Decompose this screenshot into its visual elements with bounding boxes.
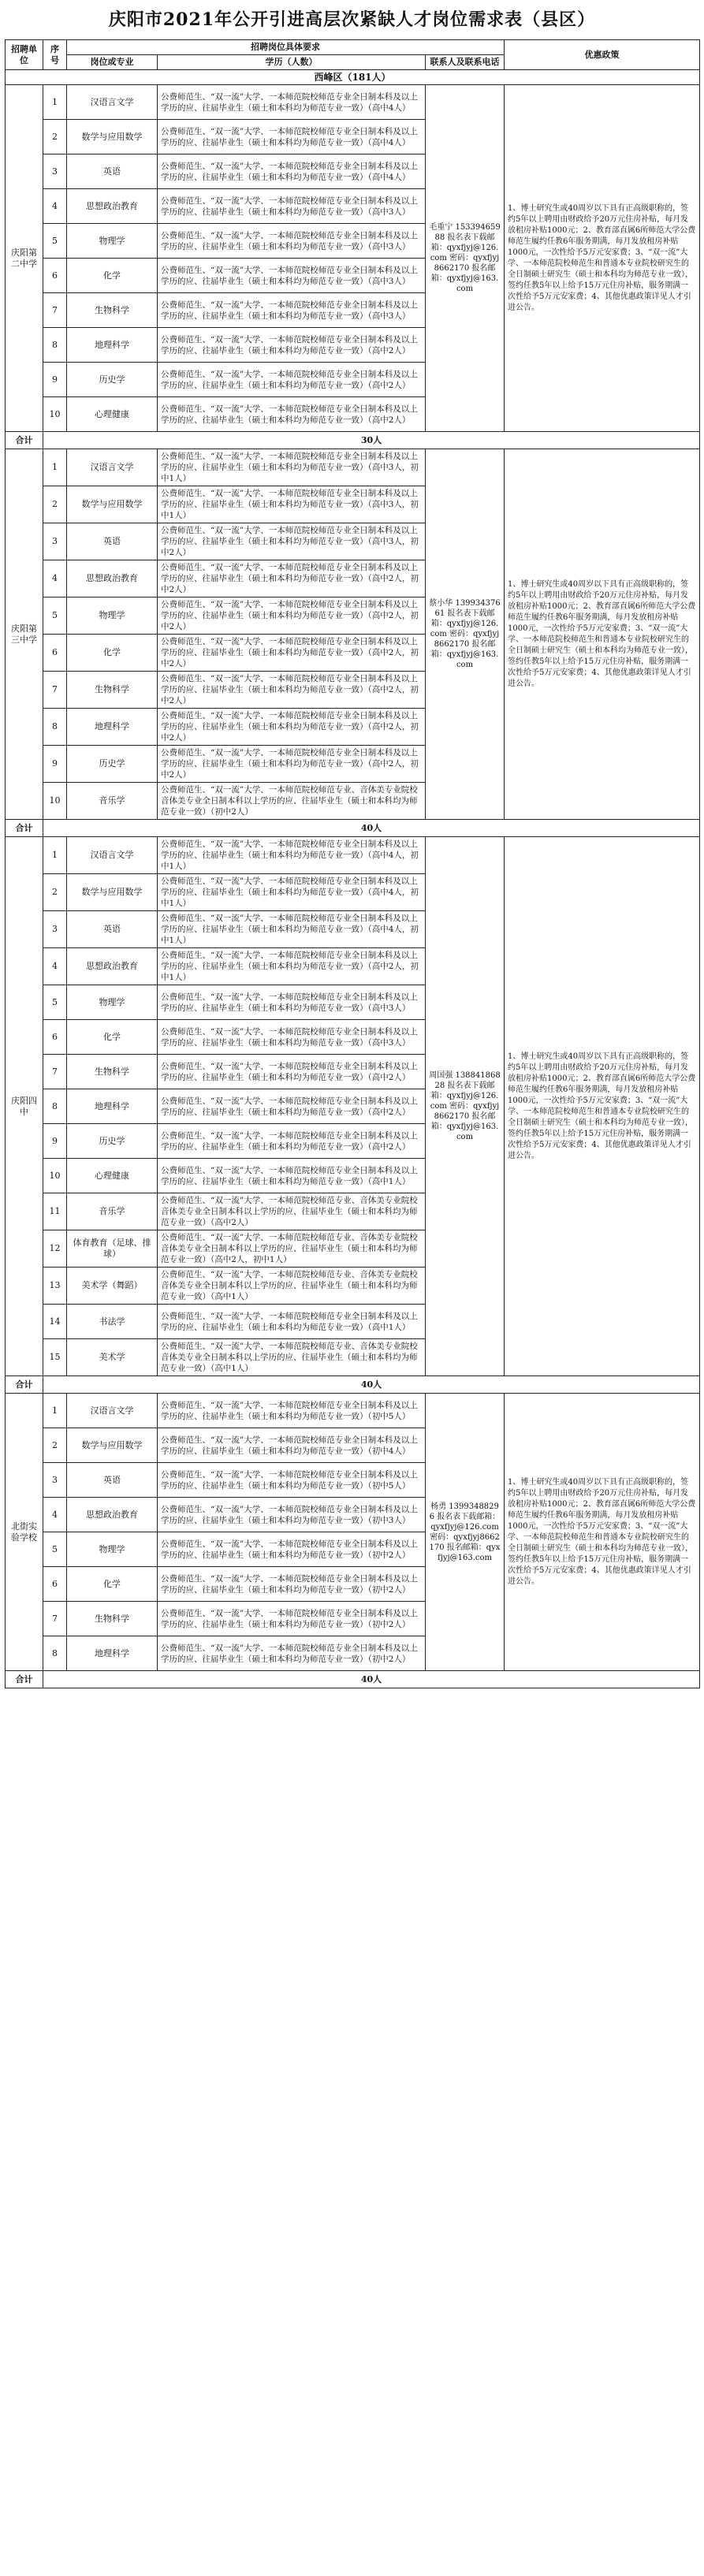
- row-requirement: 公费师范生、“双一流”大学、一本师范院校师范专业全日制本科及以上学历的应、往届毕业生（硕士和本科均为师范专业一致）（高中4人）: [158, 154, 426, 189]
- row-position: 历史学: [67, 363, 158, 397]
- row-position: 体育教育（足球、排球）: [67, 1230, 158, 1268]
- row-seq: 4: [43, 189, 67, 224]
- row-position: 音乐学: [67, 1193, 158, 1230]
- row-position: 思想政治教育: [67, 948, 158, 985]
- row-position: 英语: [67, 911, 158, 948]
- row-requirement: 公费师范生、“双一流”大学、一本师范院校师范专业全日制本科及以上学历的应、往届毕业生（硕士和本科均为师范专业一致）（高中1人）: [158, 1305, 426, 1339]
- row-position: 地理科学: [67, 1089, 158, 1124]
- row-seq: 8: [43, 1636, 67, 1671]
- row-seq: 9: [43, 1124, 67, 1159]
- row-position: 化学: [67, 635, 158, 672]
- row-requirement: 公费师范生、“双一流”大学、一本师范院校师范专业全日制本科及以上学历的应、往届毕业生（硕士和本科均为师范专业一致）（高中4人，初中1人）: [158, 874, 426, 911]
- table-row: [6, 1394, 700, 1428]
- table-row: [6, 837, 700, 874]
- row-requirement: 公费师范生、“双一流”大学、一本师范院校师范专业全日制本科及以上学历的应、往届毕业生（硕士和本科均为师范专业一致）（高中3人）: [158, 189, 426, 224]
- unit-name: 庆阳四中: [6, 837, 43, 1376]
- row-position: 英语: [67, 1463, 158, 1498]
- row-position: 英语: [67, 154, 158, 189]
- row-requirement: 公费师范生、“双一流”大学、一本师范院校师范专业、音体美专业院校音体美专业全日制本科以上学历的应、往届毕业生（硕士和本科均为师范专业一致）（高中1人）: [158, 1339, 426, 1376]
- region-row: [6, 70, 700, 85]
- total-value: 30人: [43, 432, 700, 449]
- header-position: 岗位或专业: [67, 55, 158, 70]
- row-requirement: 公费师范生、“双一流”大学、一本师范院校师范专业全日制本科及以上学历的应、往届毕业生（硕士和本科均为师范专业一致）（高中2人，初中2人）: [158, 709, 426, 746]
- row-seq: 3: [43, 1463, 67, 1498]
- row-position: 思想政治教育: [67, 560, 158, 597]
- row-requirement: 公费师范生、“双一流”大学、一本师范院校师范专业全日制本科及以上学历的应、往届毕业生（硕士和本科均为师范专业一致）（高中3人，初中1人）: [158, 449, 426, 486]
- row-position: 数学与应用数学: [67, 120, 158, 154]
- row-seq: 2: [43, 1428, 67, 1463]
- row-position: 汉语言文学: [67, 449, 158, 486]
- row-requirement: 公费师范生、“双一流”大学、一本师范院校师范专业全日制本科及以上学历的应、往届毕业生（硕士和本科均为师范专业一致）（高中3人）: [158, 224, 426, 259]
- row-requirement: 公费师范生、“双一流”大学、一本师范院校师范专业全日制本科及以上学历的应、往届毕业生（硕士和本科均为师范专业一致）（高中4人，初中1人）: [158, 911, 426, 948]
- row-position: 心理健康: [67, 1159, 158, 1193]
- row-seq: 1: [43, 85, 67, 120]
- row-requirement: 公费师范生、“双一流”大学、一本师范院校师范专业全日制本科及以上学历的应、往届毕业生（硕士和本科均为师范专业一致）（高中2人，初中1人）: [158, 948, 426, 985]
- header-seq: 序号: [43, 40, 67, 70]
- row-seq: 3: [43, 154, 67, 189]
- row-requirement: 公费师范生、“双一流”大学、一本师范院校师范专业全日制本科及以上学历的应、往届毕业生（硕士和本科均为师范专业一致）（初中2人）: [158, 1602, 426, 1636]
- row-position: 生物科学: [67, 1055, 158, 1089]
- policy-text: 1、博士研究生或40周岁以下具有正高级职称的，签约5年以上聘用由财政给予20万元住房补贴，每月发放租房补贴1000元；2、教育部直属6所师范大学公费师范生履约任教6年服务期满，每月发放租房补贴1000元，一次性给予5万元安家费；3、“双一流”大学、一本师范院校师范生和普通本专业院校研究生的全日制硕士研究生（硕士和本科均为师范专业一致），签约任教5年以上给予15万元住房补贴，服务期满一次性给予5万元安家费；4、其他优惠政策详见人才引进公告。: [505, 449, 700, 820]
- table-row: [6, 449, 700, 486]
- row-seq: 13: [43, 1268, 67, 1305]
- row-seq: 6: [43, 1020, 67, 1055]
- row-position: 美术学（舞蹈）: [67, 1268, 158, 1305]
- row-requirement: 公费师范生、“双一流”大学、一本师范院校师范专业全日制本科及以上学历的应、往届毕业生（硕士和本科均为师范专业一致）（初中5人）: [158, 1394, 426, 1428]
- row-requirement: 公费师范生、“双一流”大学、一本师范院校师范专业全日制本科及以上学历的应、往届毕业生（硕士和本科均为师范专业一致）（初中2人）: [158, 1567, 426, 1602]
- row-requirement: 公费师范生、“双一流”大学、一本师范院校师范专业、音体美专业院校音体美专业全日制本科以上学历的应、往届毕业生（硕士和本科均为师范专业一致）（高中2人，初中1人）: [158, 1230, 426, 1268]
- row-position: 地理科学: [67, 709, 158, 746]
- total-label: 合计: [6, 432, 43, 449]
- row-requirement: 公费师范生、“双一流”大学、一本师范院校师范专业全日制本科及以上学历的应、往届毕业生（硕士和本科均为师范专业一致）（高中3人）: [158, 259, 426, 293]
- total-value: 40人: [43, 1671, 700, 1688]
- row-position: 思想政治教育: [67, 189, 158, 224]
- row-position: 数学与应用数学: [67, 1428, 158, 1463]
- row-seq: 8: [43, 709, 67, 746]
- policy-text: 1、博士研究生或40周岁以下具有正高级职称的，签约5年以上聘用由财政给予20万元住房补贴，每月发放租房补贴1000元；2、教育部直属6所师范大学公费师范生履约任教6年服务期满，每月发放租房补贴1000元，一次性给予5万元安家费；3、“双一流”大学、一本师范院校师范生和普通本专业院校研究生的全日制硕士研究生（硕士和本科均为师范专业一致），签约任教5年以上给予15万元住房补贴，服务期满一次性给予5万元安家费；4、其他优惠政策详见人才引进公告。: [505, 85, 700, 432]
- row-requirement: 公费师范生、“双一流”大学、一本师范院校师范专业全日制本科及以上学历的应、往届毕业生（硕士和本科均为师范专业一致）（高中2人）: [158, 1055, 426, 1089]
- row-seq: 10: [43, 783, 67, 820]
- row-position: 美术学: [67, 1339, 158, 1376]
- row-seq: 7: [43, 672, 67, 709]
- row-seq: 1: [43, 837, 67, 874]
- row-seq: 3: [43, 523, 67, 560]
- row-seq: 9: [43, 363, 67, 397]
- row-seq: 1: [43, 1394, 67, 1428]
- header-row-1: [6, 40, 700, 55]
- row-position: 生物科学: [67, 293, 158, 328]
- row-requirement: 公费师范生、“双一流”大学、一本师范院校师范专业全日制本科及以上学历的应、往届毕业生（硕士和本科均为师范专业一致）（初中2人）: [158, 1532, 426, 1567]
- row-position: 生物科学: [67, 672, 158, 709]
- row-seq: 9: [43, 746, 67, 783]
- row-requirement: 公费师范生、“双一流”大学、一本师范院校师范专业全日制本科及以上学历的应、往届毕业生（硕士和本科均为师范专业一致）（高中2人，初中2人）: [158, 597, 426, 635]
- row-seq: 8: [43, 328, 67, 363]
- contact-info: 杨勇 13993488296 报名表下载邮箱：qyxfjyj@126.com 密码：qyxfjyj8662170 报名邮箱：qyxfjyj@163.com: [426, 1394, 505, 1671]
- row-requirement: 公费师范生、“双一流”大学、一本师范院校师范专业、音体美专业院校音体美专业全日制本科以上学历的应、往届毕业生（硕士和本科均为师范专业一致）（初中2人）: [158, 783, 426, 820]
- row-seq: 4: [43, 1498, 67, 1532]
- row-requirement: 公费师范生、“双一流”大学、一本师范院校师范专业全日制本科及以上学历的应、往届毕业生（硕士和本科均为师范专业一致）（初中4人）: [158, 1428, 426, 1463]
- row-seq: 5: [43, 985, 67, 1020]
- row-seq: 10: [43, 397, 67, 432]
- row-seq: 6: [43, 635, 67, 672]
- row-requirement: 公费师范生、“双一流”大学、一本师范院校师范专业全日制本科及以上学历的应、往届毕业生（硕士和本科均为师范专业一致）（初中3人）: [158, 1498, 426, 1532]
- row-seq: 6: [43, 1567, 67, 1602]
- row-seq: 7: [43, 1602, 67, 1636]
- row-requirement: 公费师范生、“双一流”大学、一本师范院校师范专业全日制本科及以上学历的应、往届毕业生（硕士和本科均为师范专业一致）（高中2人）: [158, 1089, 426, 1124]
- total-label: 合计: [6, 1376, 43, 1394]
- row-seq: 15: [43, 1339, 67, 1376]
- total-row: [6, 1376, 700, 1394]
- unit-name: 庆阳第三中学: [6, 449, 43, 820]
- row-seq: 14: [43, 1305, 67, 1339]
- row-position: 生物科学: [67, 1602, 158, 1636]
- row-requirement: 公费师范生、“双一流”大学、一本师范院校师范专业全日制本科及以上学历的应、往届毕业生（硕士和本科均为师范专业一致）（高中2人）: [158, 397, 426, 432]
- row-requirement: 公费师范生、“双一流”大学、一本师范院校师范专业全日制本科及以上学历的应、往届毕业生（硕士和本科均为师范专业一致）（高中2人，初中2人）: [158, 746, 426, 783]
- header-contact: 联系人及联系电话: [426, 55, 505, 70]
- row-position: 英语: [67, 523, 158, 560]
- row-seq: 5: [43, 224, 67, 259]
- row-position: 化学: [67, 259, 158, 293]
- row-requirement: 公费师范生、“双一流”大学、一本师范院校师范专业全日制本科及以上学历的应、往届毕业生（硕士和本科均为师范专业一致）（高中4人）: [158, 85, 426, 120]
- total-label: 合计: [6, 820, 43, 837]
- total-row: [6, 820, 700, 837]
- row-requirement: 公费师范生、“双一流”大学、一本师范院校师范专业全日制本科及以上学历的应、往届毕业生（硕士和本科均为师范专业一致）（初中5人）: [158, 1463, 426, 1498]
- row-seq: 5: [43, 597, 67, 635]
- contact-info: 蔡小华 13993437661 报名表下载邮箱：qyxfjyj@126.com 密码：qyxfjyj8662170 报名邮箱：qyxfjyj@163.com: [426, 449, 505, 820]
- row-position: 历史学: [67, 746, 158, 783]
- row-requirement: 公费师范生、“双一流”大学、一本师范院校师范专业全日制本科及以上学历的应、往届毕业生（硕士和本科均为师范专业一致）（高中2人，初中2人）: [158, 672, 426, 709]
- row-position: 汉语言文学: [67, 837, 158, 874]
- total-label: 合计: [6, 1671, 43, 1688]
- row-requirement: 公费师范生、“双一流”大学、一本师范院校师范专业全日制本科及以上学历的应、往届毕业生（硕士和本科均为师范专业一致）（高中3人，初中2人）: [158, 523, 426, 560]
- row-requirement: 公费师范生、“双一流”大学、一本师范院校师范专业全日制本科及以上学历的应、往届毕业生（硕士和本科均为师范专业一致）（高中2人，初中2人）: [158, 635, 426, 672]
- row-position: 心理健康: [67, 397, 158, 432]
- total-value: 40人: [43, 1376, 700, 1394]
- header-requirements: 招聘岗位具体要求: [67, 40, 505, 55]
- header-policy: 优惠政策: [505, 40, 700, 70]
- header-education: 学历（人数）: [158, 55, 426, 70]
- header-unit: 招聘单位: [6, 40, 43, 70]
- row-requirement: 公费师范生、“双一流”大学、一本师范院校师范专业全日制本科及以上学历的应、往届毕业生（硕士和本科均为师范专业一致）（高中2人）: [158, 363, 426, 397]
- row-seq: 11: [43, 1193, 67, 1230]
- row-position: 地理科学: [67, 328, 158, 363]
- row-position: 音乐学: [67, 783, 158, 820]
- row-requirement: 公费师范生、“双一流”大学、一本师范院校师范专业全日制本科及以上学历的应、往届毕业生（硕士和本科均为师范专业一致）（高中4人，初中1人）: [158, 837, 426, 874]
- row-seq: 1: [43, 449, 67, 486]
- row-seq: 6: [43, 259, 67, 293]
- row-requirement: 公费师范生、“双一流”大学、一本师范院校师范专业全日制本科及以上学历的应、往届毕业生（硕士和本科均为师范专业一致）（高中2人，初中2人）: [158, 560, 426, 597]
- total-row: [6, 432, 700, 449]
- row-position: 物理学: [67, 224, 158, 259]
- row-position: 数学与应用数学: [67, 874, 158, 911]
- row-position: 化学: [67, 1567, 158, 1602]
- row-seq: 3: [43, 911, 67, 948]
- total-value: 40人: [43, 820, 700, 837]
- unit-name: 北街实验学校: [6, 1394, 43, 1671]
- policy-text: 1、博士研究生或40周岁以下具有正高级职称的，签约5年以上聘用由财政给予20万元住房补贴，每月发放租房补贴1000元；2、教育部直属6所师范大学公费师范生履约任教6年服务期满，每月发放租房补贴1000元，一次性给予5万元安家费；3、“双一流”大学、一本师范院校师范生和普通本专业院校研究生的全日制硕士研究生（硕士和本科均为师范专业一致），签约任教5年以上给予15万元住房补贴，服务期满一次性给予5万元安家费；4、其他优惠政策详见人才引进公告。: [505, 1394, 700, 1671]
- row-position: 思想政治教育: [67, 1498, 158, 1532]
- region-title: 西峰区（181人）: [6, 70, 700, 85]
- total-row: [6, 1671, 700, 1688]
- row-position: 化学: [67, 1020, 158, 1055]
- row-requirement: 公费师范生、“双一流”大学、一本师范院校师范专业全日制本科及以上学历的应、往届毕业生（硕士和本科均为师范专业一致）（高中4人）: [158, 120, 426, 154]
- row-requirement: 公费师范生、“双一流”大学、一本师范院校师范专业、音体美专业院校音体美专业全日制本科以上学历的应、往届毕业生（硕士和本科均为师范专业一致）（高中1人）: [158, 1268, 426, 1305]
- row-seq: 12: [43, 1230, 67, 1268]
- table-body: [6, 85, 700, 1688]
- row-position: 物理学: [67, 597, 158, 635]
- row-position: 地理科学: [67, 1636, 158, 1671]
- row-position: 数学与应用数学: [67, 486, 158, 523]
- row-requirement: 公费师范生、“双一流”大学、一本师范院校师范专业全日制本科及以上学历的应、往届毕业生（硕士和本科均为师范专业一致）（初中2人）: [158, 1636, 426, 1671]
- row-seq: 4: [43, 948, 67, 985]
- row-seq: 5: [43, 1532, 67, 1567]
- contact-info: 周国强 13884186828 报名表下载邮箱：qyxfjyj@126.com 密码：qyxfjyj8662170 报名邮箱：qyxfjyj@163.com: [426, 837, 505, 1376]
- row-seq: 2: [43, 120, 67, 154]
- row-seq: 10: [43, 1159, 67, 1193]
- contact-info: 毛重宁 15339465988 报名表下载邮箱：qyxfjyj@126.com 密码：qyxfjyj8662170 报名邮箱：qyxfjyj@163.com: [426, 85, 505, 432]
- row-requirement: 公费师范生、“双一流”大学、一本师范院校师范专业全日制本科及以上学历的应、往届毕业生（硕士和本科均为师范专业一致）（高中3人）: [158, 1020, 426, 1055]
- row-seq: 7: [43, 1055, 67, 1089]
- row-position: 书法学: [67, 1305, 158, 1339]
- row-requirement: 公费师范生、“双一流”大学、一本师范院校师范专业全日制本科及以上学历的应、往届毕业生（硕士和本科均为师范专业一致）（高中2人）: [158, 328, 426, 363]
- row-position: 历史学: [67, 1124, 158, 1159]
- row-seq: 4: [43, 560, 67, 597]
- row-seq: 8: [43, 1089, 67, 1124]
- row-seq: 2: [43, 874, 67, 911]
- recruitment-table: [5, 39, 700, 1688]
- row-seq: 2: [43, 486, 67, 523]
- row-requirement: 公费师范生、“双一流”大学、一本师范院校师范专业全日制本科及以上学历的应、往届毕业生（硕士和本科均为师范专业一致）（高中3人）: [158, 293, 426, 328]
- row-requirement: 公费师范生、“双一流”大学、一本师范院校师范专业全日制本科及以上学历的应、往届毕业生（硕士和本科均为师范专业一致）（高中1人）: [158, 1159, 426, 1193]
- row-position: 汉语言文学: [67, 1394, 158, 1428]
- policy-text: 1、博士研究生或40周岁以下具有正高级职称的，签约5年以上聘用由财政给予20万元住房补贴，每月发放租房补贴1000元；2、教育部直属6所师范大学公费师范生履约任教6年服务期满，每月发放租房补贴1000元，一次性给予5万元安家费；3、“双一流”大学、一本师范院校师范生和普通本专业院校研究生的全日制硕士研究生（硕士和本科均为师范专业一致），签约任教5年以上给予15万元住房补贴，服务期满一次性给予5万元安家费；4、其他优惠政策详见人才引进公告。: [505, 837, 700, 1376]
- row-requirement: 公费师范生、“双一流”大学、一本师范院校师范专业、音体美专业院校音体美专业全日制本科以上学历的应、往届毕业生（硕士和本科均为师范专业一致）（高中2人）: [158, 1193, 426, 1230]
- row-position: 物理学: [67, 985, 158, 1020]
- row-requirement: 公费师范生、“双一流”大学、一本师范院校师范专业全日制本科及以上学历的应、往届毕业生（硕士和本科均为师范专业一致）（高中2人）: [158, 1124, 426, 1159]
- unit-name: 庆阳第二中学: [6, 85, 43, 432]
- row-seq: 7: [43, 293, 67, 328]
- table-row: [6, 85, 700, 120]
- row-requirement: 公费师范生、“双一流”大学、一本师范院校师范专业全日制本科及以上学历的应、往届毕业生（硕士和本科均为师范专业一致）（高中3人，初中1人）: [158, 486, 426, 523]
- row-position: 物理学: [67, 1532, 158, 1567]
- page-title: 庆阳市2021年公开引进高层次紧缺人才岗位需求表（县区）: [108, 9, 596, 30]
- row-position: 汉语言文学: [67, 85, 158, 120]
- row-requirement: 公费师范生、“双一流”大学、一本师范院校师范专业全日制本科及以上学历的应、往届毕业生（硕士和本科均为师范专业一致）（高中3人）: [158, 985, 426, 1020]
